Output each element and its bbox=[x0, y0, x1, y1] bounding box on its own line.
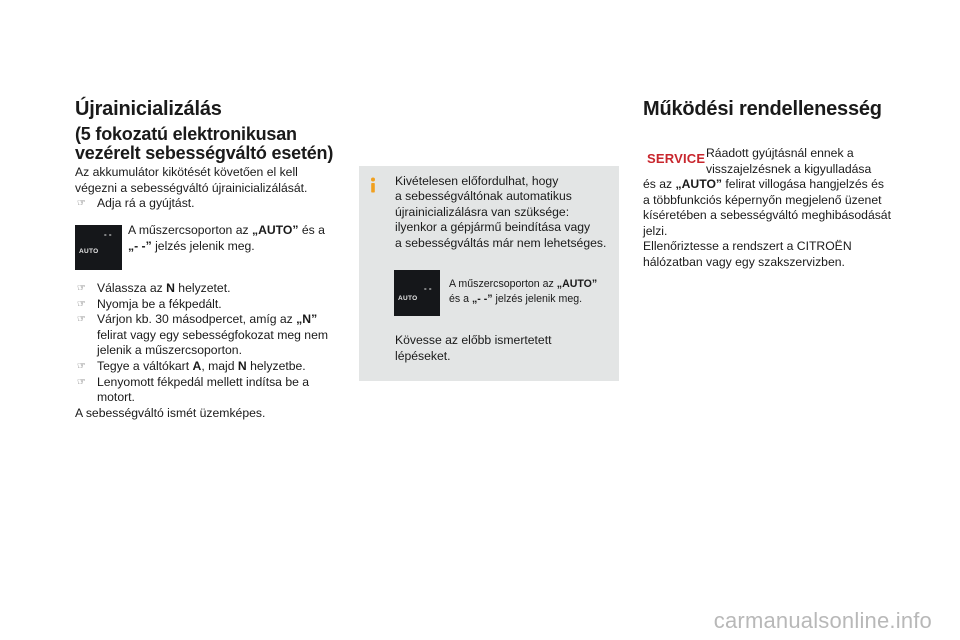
note-line: a sebességváltónak automatikus bbox=[395, 189, 572, 204]
malfunction-line: és az „AUTO” felirat villogása hangjelzés és bbox=[643, 177, 884, 191]
caption-text: jelzés jelenik meg. bbox=[151, 238, 255, 253]
step-lever: ☞ Tegye a váltókart A, majd N helyzetbe. bbox=[75, 359, 350, 375]
note-line: újrainicializálásra van szüksége: bbox=[395, 204, 570, 219]
malfunction-line: Ráadott gyújtásnál ennek a bbox=[706, 146, 854, 160]
intro-line: Az akkumulátor kikötését követően el kell bbox=[75, 165, 298, 179]
display-auto: AUTO bbox=[79, 248, 99, 255]
caption-text: A műszercsoporton az bbox=[128, 223, 252, 237]
step-wait: ☞ Várjon kb. 30 másodpercet, amíg az „N” felirat vagy egy sebességfokozat meg nem jelenik a műszercsoporton. bbox=[75, 312, 350, 359]
note-display-caption: A műszercsoporton az „AUTO” és a „- -” jelzés jelenik meg. bbox=[449, 278, 598, 305]
watermark: carmanualsonline.info bbox=[713, 608, 932, 633]
note-display-auto: AUTO bbox=[398, 295, 418, 302]
display-dashes: - - bbox=[104, 230, 112, 239]
malfunction-line: kíséretében a sebességváltó meghibásodását bbox=[643, 208, 891, 223]
outro-text: A sebességváltó ismét üzemképes. bbox=[75, 405, 266, 420]
note-line: ilyenkor a gépjármű beindítása vagy bbox=[395, 220, 591, 235]
note-display-image bbox=[394, 270, 440, 316]
info-note-box bbox=[359, 166, 619, 381]
malfunction-text bbox=[643, 177, 913, 271]
malfunction-line: a többfunkciós képernyőn megjelenő üzenet bbox=[643, 192, 882, 207]
intro-line: végezni a sebességváltó újrainicializálását. bbox=[75, 180, 308, 195]
malfunction-line: visszajelzésnek a kigyulladása bbox=[706, 161, 872, 176]
service-warning-icon: SERVICE bbox=[647, 151, 706, 166]
note-line: lépéseket. bbox=[395, 348, 451, 363]
note-line: Kivételesen előfordulhat, hogy bbox=[395, 174, 559, 188]
info-icon bbox=[367, 177, 379, 193]
malfunction-line: hálózatban vagy egy szakszervizben. bbox=[643, 254, 845, 269]
steps-list bbox=[75, 281, 350, 421]
note-follow-text bbox=[395, 333, 615, 364]
caption-text: és a bbox=[298, 223, 325, 237]
note-text bbox=[395, 174, 615, 251]
note-display-dashes: - - bbox=[424, 284, 432, 293]
section-title-reinit: Újrainicializálás bbox=[75, 98, 222, 120]
step-brake: ☞ Nyomja be a fékpedált. bbox=[75, 297, 350, 313]
note-line: a sebességváltás már nem lehetséges. bbox=[395, 235, 607, 250]
intro-text bbox=[75, 165, 345, 212]
section-title-malfunction: Működési rendellenesség bbox=[643, 98, 882, 120]
caption-auto: „AUTO” bbox=[251, 223, 299, 237]
cluster-display-image bbox=[75, 225, 122, 270]
section-subtitle-line2: vezérelt sebességváltó esetén) bbox=[75, 143, 334, 163]
step-start-engine: ☞ Lenyomott fékpedál mellett indítsa be a motort. bbox=[75, 375, 350, 406]
display-caption bbox=[128, 223, 348, 254]
caption-dash: „- -” bbox=[128, 238, 152, 253]
malfunction-line: Ellenőriztesse a rendszert a CITROËN bbox=[643, 239, 852, 254]
step-ignition: ☞ Adja rá a gyújtást. bbox=[75, 196, 345, 212]
malfunction-text-top bbox=[706, 146, 906, 177]
section-subtitle-line1: (5 fokozatú elektronikusan bbox=[75, 124, 297, 144]
note-line: Kövesse az előbb ismertetett bbox=[395, 333, 552, 347]
malfunction-line: jelzi. bbox=[643, 223, 668, 238]
step-select-n: ☞ Válassza az N helyzetet. bbox=[75, 281, 350, 297]
